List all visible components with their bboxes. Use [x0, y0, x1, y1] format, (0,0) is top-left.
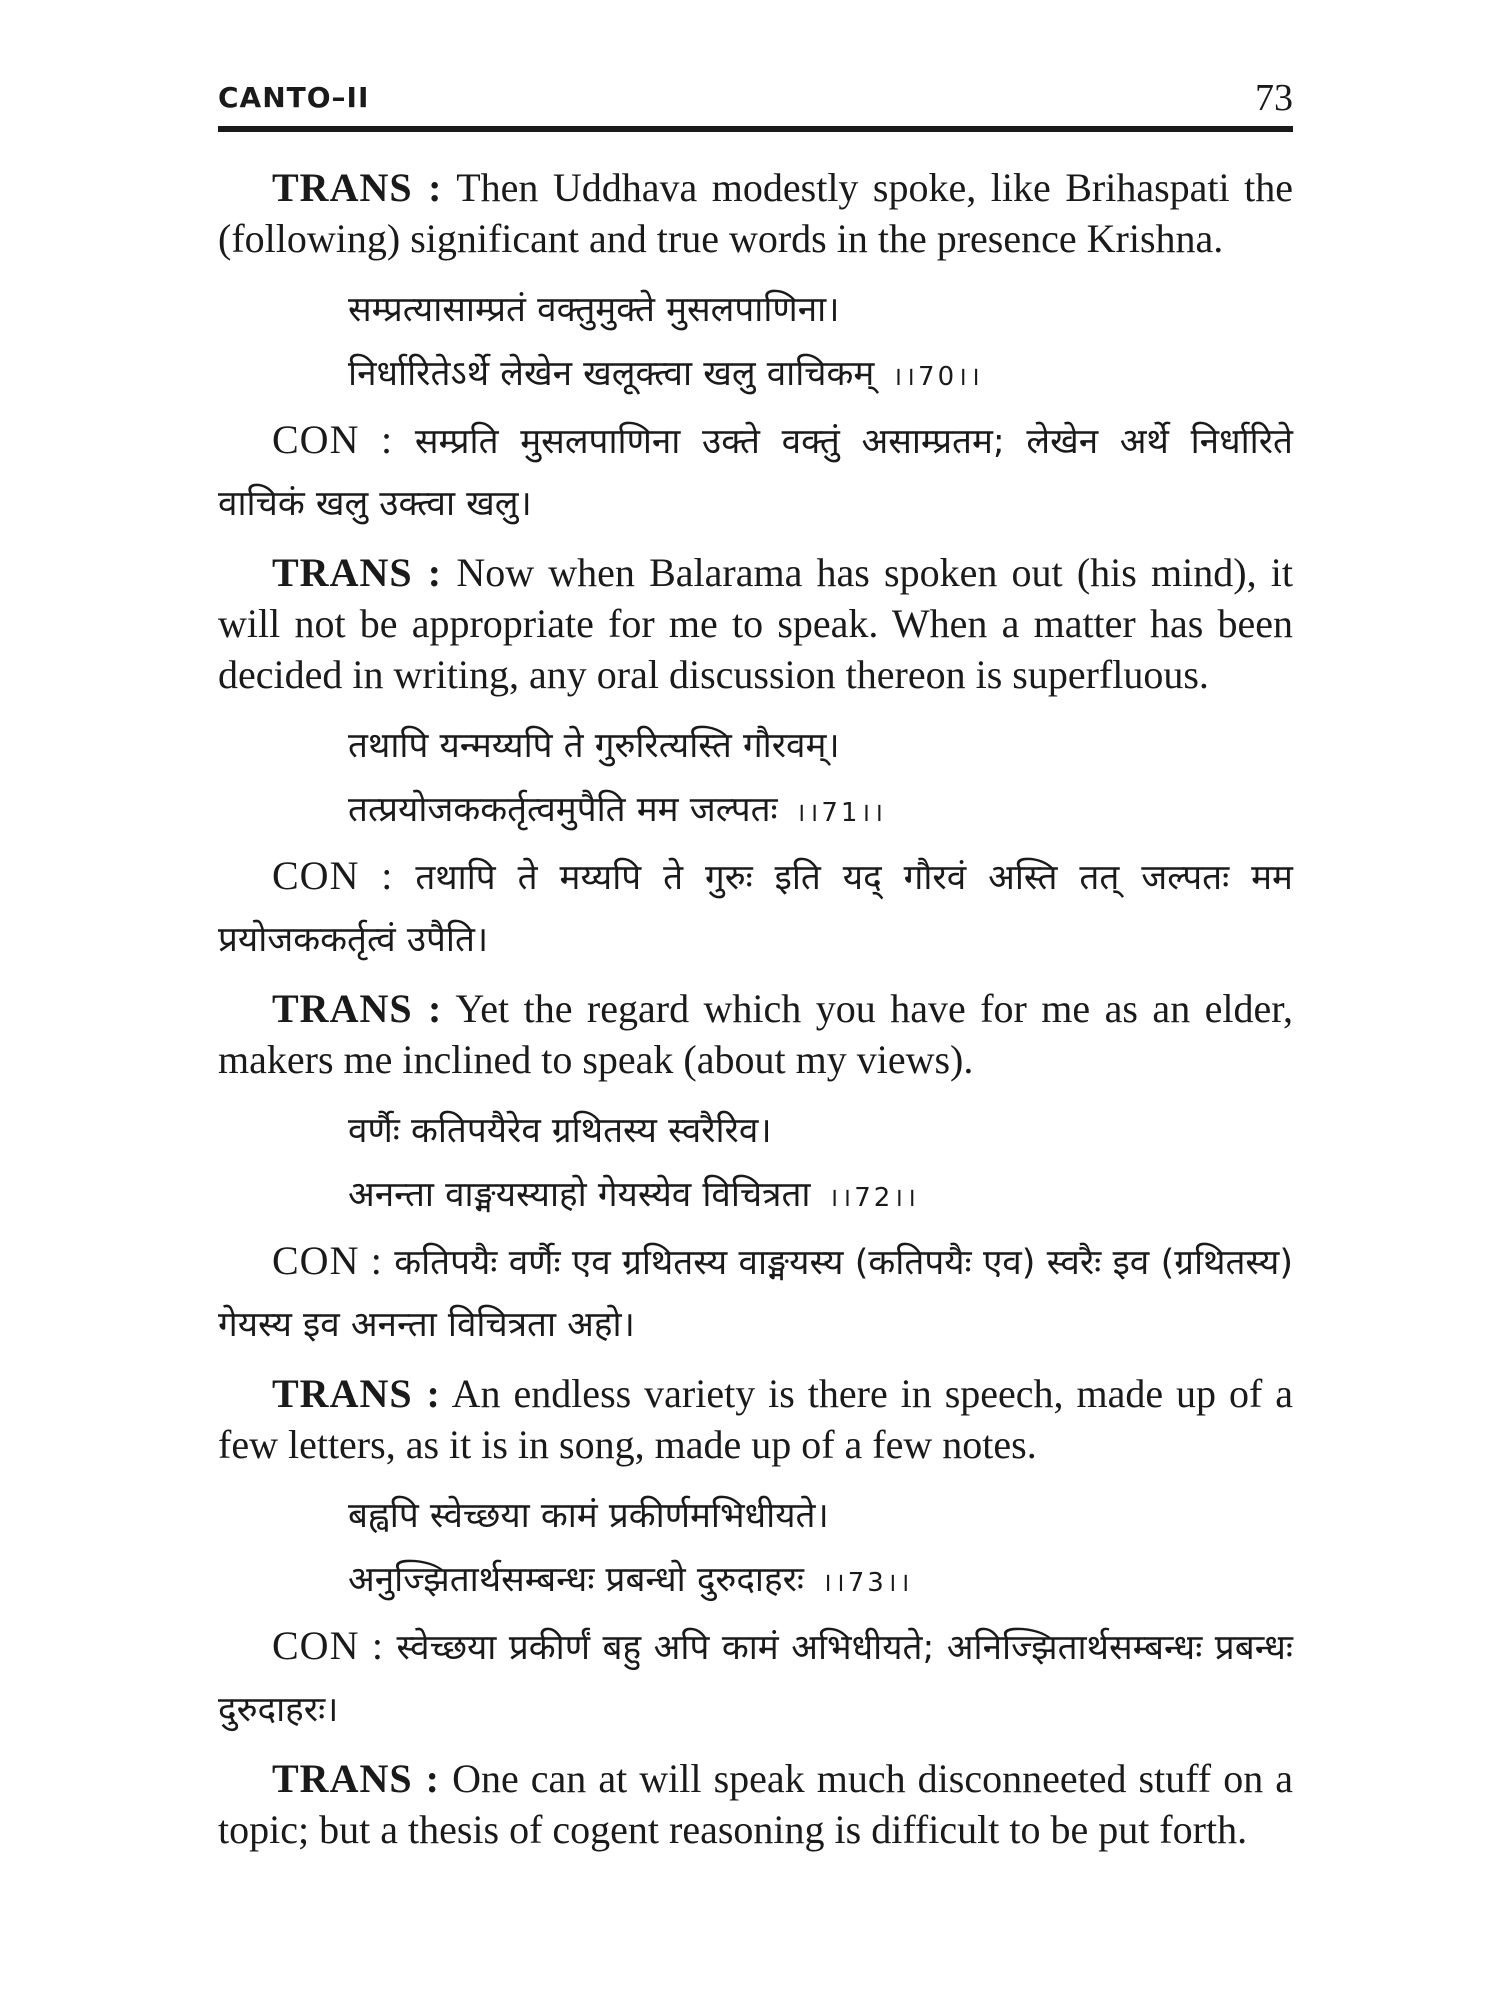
page-number: 73 — [1255, 77, 1293, 119]
translation-text: Now when Balarama has spoken out (his mind), it will not be appropriate for me to speak. When a matter has been decided in writing, any oral discussion thereon is superfluous. — [218, 550, 1294, 697]
sanskrit-verse-text: अनुज्झितार्थसम्बन्धः प्रबन्धो दुरुदाहरः — [348, 1560, 804, 1600]
con-label: CON : — [272, 417, 394, 462]
book-page — [218, 52, 1293, 1869]
trans-label: TRANS : — [272, 1756, 440, 1801]
verse-line — [218, 1099, 1293, 1163]
trans-label: TRANS : — [272, 165, 443, 210]
sanskrit-verse-text: अनन्ता वाङ्मयस्याहो गेयस्येव विचित्रता — [348, 1175, 811, 1215]
sanskrit-verse-text: तथापि यन्मय्यपि ते गुरुरित्यस्ति गौरवम्। — [348, 726, 840, 766]
verse-number: ।।70।। — [892, 362, 983, 392]
trans-label: TRANS : — [272, 550, 443, 595]
trans-label: TRANS : — [272, 986, 443, 1031]
con-label: CON : — [272, 1238, 383, 1283]
sanskrit-verse-text: सम्प्रत्यासाम्प्रतं वक्तुमुक्ते मुसलपाणिना। — [348, 290, 840, 330]
verse-line — [218, 1548, 1293, 1615]
verse-number: ।।73।। — [821, 1568, 913, 1598]
translation-paragraph — [218, 162, 1293, 264]
translation-paragraph — [218, 983, 1293, 1085]
construction-paragraph — [218, 1615, 1293, 1741]
verse-number: ।।71।। — [795, 798, 887, 828]
section-title: CANTO–II — [218, 81, 370, 114]
sanskrit-verse-text: निर्धारितेऽर्थे लेखेन खलूक्त्वा खलु वाचिकम् — [348, 354, 875, 394]
construction-text: तथापि ते मय्यपि ते गुरुः इति यद् गौरवं अस्ति तत् जल्पतः मम प्रयोजककर्तृत्वं उपैति। — [218, 858, 1293, 960]
translation-text: Yet the regard which you have for me as an elder, makers me inclined to speak (about my views). — [218, 986, 1293, 1082]
verse-number: ।।72।। — [828, 1183, 919, 1213]
translation-text: Then Uddhava modestly spoke, like Brihaspati the (following) significant and true words in the presence Krishna. — [218, 165, 1293, 261]
construction-paragraph — [218, 409, 1293, 535]
translation-paragraph — [218, 1753, 1293, 1855]
translation-text: One can at will speak much disconneeted stuff on a topic; but a thesis of cogent reasoning is difficult to be put forth. — [218, 1756, 1294, 1852]
page-header — [218, 52, 1293, 122]
con-label: CON : — [272, 1623, 384, 1668]
construction-text: कतिपयैः वर्णैः एव ग्रथितस्य वाङ्मयस्य (कतिपयैः एव) स्वरैः इव (ग्रथितस्य) गेयस्य इव अनन्ता विचित्रता अहो। — [218, 1243, 1293, 1345]
verse-line — [218, 778, 1293, 845]
verse-line — [218, 1484, 1293, 1548]
verse-line — [218, 1163, 1293, 1230]
construction-paragraph — [218, 845, 1293, 971]
translation-text: An endless variety is there in speech, made up of a few letters, as it is in song, made up of a few notes. — [218, 1371, 1294, 1467]
construction-paragraph — [218, 1230, 1293, 1356]
construction-text: स्वेच्छया प्रकीर्णं बहु अपि कामं अभिधीयते; अनिज्झितार्थसम्बन्धः प्रबन्धः दुरुदाहरः। — [218, 1628, 1293, 1730]
sanskrit-verse-text: बह्वपि स्वेच्छया कामं प्रकीर्णमभिधीयते। — [348, 1496, 829, 1536]
verse-line — [218, 714, 1293, 778]
translation-paragraph — [218, 1368, 1293, 1470]
verse-line — [218, 278, 1293, 342]
sanskrit-verse-text: वर्णैः कतिपयैरेव ग्रथितस्य स्वरैरिव। — [348, 1111, 772, 1151]
trans-label: TRANS : — [272, 1371, 441, 1416]
header-rule — [218, 126, 1293, 132]
translation-paragraph — [218, 547, 1293, 700]
con-label: CON : — [272, 853, 394, 898]
construction-text: सम्प्रति मुसलपाणिना उक्ते वक्तुं असाम्प्रतम; लेखेन अर्थे निर्धारिते वाचिकं खलु उक्त्वा खलु। — [218, 422, 1293, 524]
verse-line — [218, 342, 1293, 409]
sanskrit-verse-text: तत्प्रयोजककर्तृत्वमुपैति मम जल्पतः — [348, 790, 778, 830]
